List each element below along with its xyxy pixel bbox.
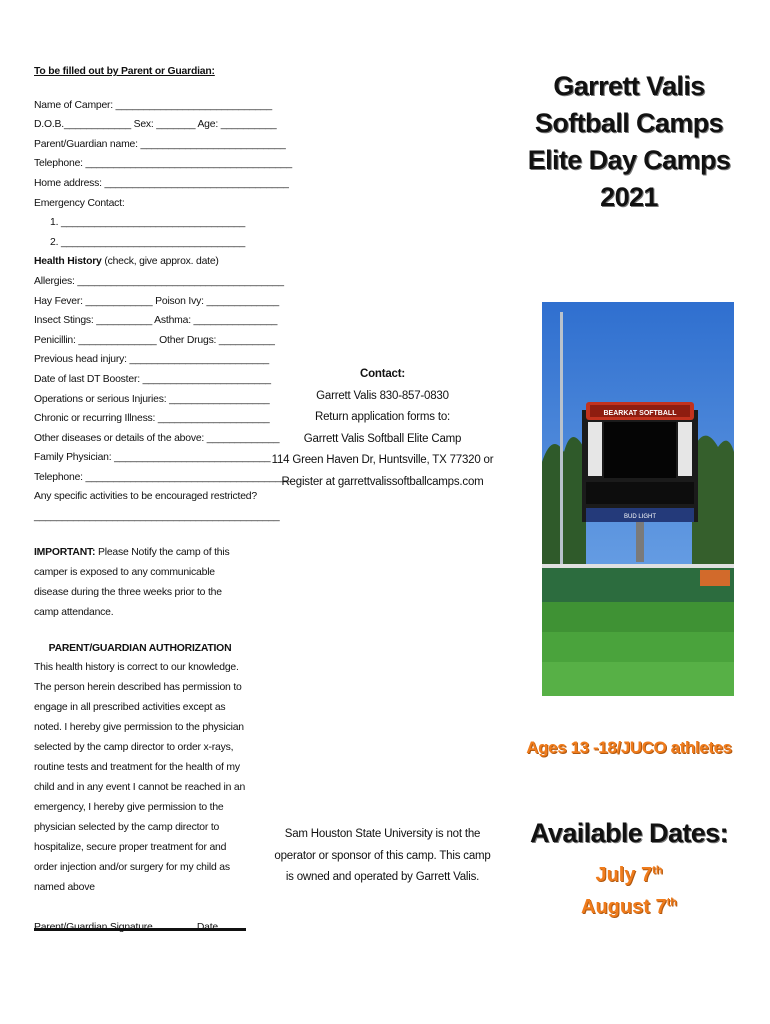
- contact-block: [270, 364, 495, 493]
- operations-field[interactable]: Operations or serious Injuries: __________________: [34, 393, 270, 405]
- health-history-bold: Health History: [34, 256, 102, 268]
- penicillin-drugs-field[interactable]: Penicillin: ______________ Other Drugs: __________: [34, 334, 275, 346]
- important-label: IMPORTANT:: [34, 546, 96, 558]
- title-line-3: Elite Day Camps: [527, 145, 731, 175]
- dob-sex-age-field[interactable]: D.O.B.____________ Sex: _______ Age: __________: [34, 119, 277, 131]
- contact-phone: Garrett Valis 830-857-0830: [316, 389, 449, 402]
- ages-label: Ages 13 -18/JUCO athletes: [526, 738, 732, 757]
- title-line-2: Softball Camps: [534, 108, 724, 138]
- date-july: [518, 864, 740, 887]
- other-diseases-field[interactable]: Other diseases or details of the above: _____________: [34, 432, 280, 444]
- telephone-field[interactable]: Telephone: _____________________________________: [34, 158, 292, 170]
- insect-asthma-field[interactable]: Insect Stings: __________ Asthma: _______________: [34, 315, 278, 327]
- camper-name-field[interactable]: Name of Camper: ____________________________: [34, 99, 272, 111]
- available-dates-title: Available Dates:: [530, 818, 728, 848]
- stadium-photo: [542, 302, 734, 696]
- family-physician-field[interactable]: Family Physician: ____________________________: [34, 452, 271, 464]
- physician-telephone-field[interactable]: Telephone: _____________________________________: [34, 471, 292, 483]
- head-injury-field[interactable]: Previous head injury: _________________________: [34, 354, 269, 366]
- hay-fever-poison-ivy-field[interactable]: Hay Fever: ____________ Poison Ivy: _____________: [34, 295, 279, 307]
- health-history-label: [34, 252, 246, 272]
- authorization-text: This health history is correct to our knowledge. The person herein described has permission to engage in all prescribed activities except as noted. I hereby give permission to the physician selected by the camp director to order x-rays, routine tests and treatment for the health of my child and in any event I cannot be reached in an emergency, I hereby give permission to the physician selected by the camp director to hospitalize, secure proper treatment for and order injection and/or surgery for my child as named above: [34, 662, 246, 894]
- authorization-title: PARENT/GUARDIAN AUTHORIZATION: [48, 642, 232, 654]
- important-notice: [34, 543, 246, 623]
- signature-line[interactable]: [34, 928, 246, 931]
- contact-title: Contact:: [359, 368, 406, 380]
- form-header: To be filled out by Parent or Guardian:: [34, 66, 215, 77]
- scoreboard-image: [542, 302, 734, 696]
- title-line-1: Garrett Valis: [553, 71, 705, 101]
- home-address-field[interactable]: Home address: _________________________________: [34, 177, 289, 189]
- health-history-note: (check, give approx. date): [101, 256, 219, 268]
- dt-booster-field[interactable]: Date of last DT Booster: _______________________: [34, 373, 271, 385]
- contact-register-link[interactable]: Register at garrettvalissoftballcamps.com: [281, 475, 484, 488]
- activities-question: Any specific activities to be encouraged restricted?: [34, 491, 257, 503]
- allergies-field[interactable]: Allergies: _____________________________________: [34, 275, 284, 287]
- contact-return: Return application forms to:: [314, 411, 451, 423]
- date-august-suffix: th: [666, 896, 677, 909]
- important-text: Please Notify the camp of this camper is exposed to any communicable disease during the three weeks prior to the camp attendance.: [34, 546, 230, 618]
- disclaimer: Sam Houston State University is not the operator or sponsor of this camp. This camp is owned and operated by Garrett Valis.: [274, 828, 491, 883]
- date-august-text: August 7: [581, 896, 667, 918]
- chronic-illness-field[interactable]: Chronic or recurring Illness: ____________________: [34, 413, 270, 425]
- title-line-4: 2021: [600, 182, 658, 212]
- svg-text:BEARKAT SOFTBALL: BEARKAT SOFTBALL: [603, 410, 677, 417]
- camp-title: [518, 68, 740, 216]
- svg-text:BUD LIGHT: BUD LIGHT: [623, 514, 657, 520]
- health-form: [34, 62, 292, 938]
- contact-camp-name: Garrett Valis Softball Elite Camp: [303, 432, 462, 445]
- date-august: [518, 896, 740, 919]
- emergency-contact-label: Emergency Contact:: [34, 197, 125, 209]
- date-july-text: July 7: [595, 864, 653, 886]
- contact-address: 114 Green Haven Dr, Huntsville, TX 77320 or: [271, 454, 494, 466]
- emergency-contact-2-field[interactable]: 2. _________________________________: [50, 236, 246, 248]
- emergency-contact-1-field[interactable]: 1. _________________________________: [50, 217, 246, 229]
- activities-answer-field[interactable]: ____________________________________________: [34, 511, 280, 523]
- date-july-suffix: th: [652, 864, 663, 877]
- guardian-name-field[interactable]: Parent/Guardian name: __________________________: [34, 138, 286, 150]
